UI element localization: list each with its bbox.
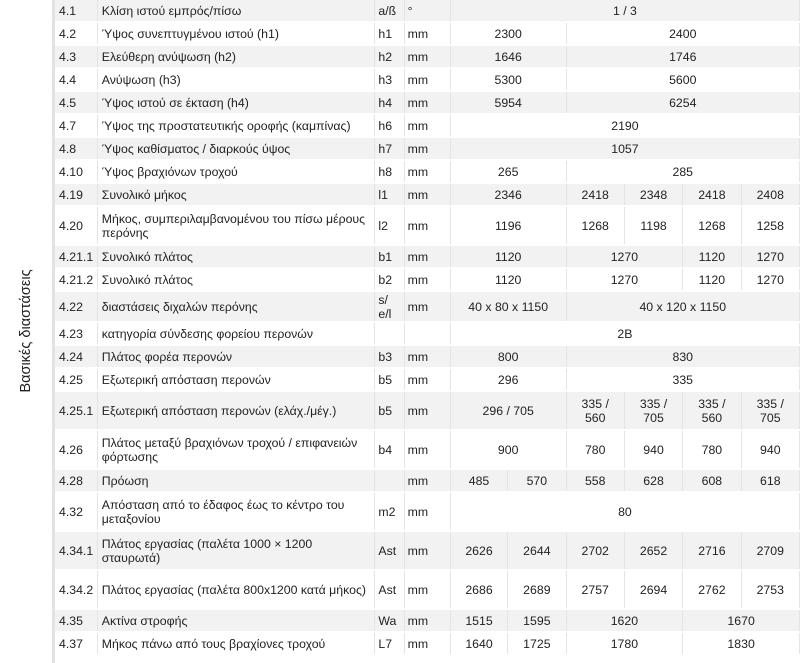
value-cell: 1120	[450, 268, 566, 291]
row-unit: mm	[404, 291, 450, 322]
table-row	[55, 368, 800, 391]
table-row	[55, 492, 800, 531]
row-unit: °	[404, 0, 450, 22]
value-cell: 2757	[566, 570, 624, 609]
value-cell: 335 / 560	[683, 391, 741, 430]
value-cell: 1120	[450, 245, 566, 268]
row-symbol: b1	[375, 245, 404, 268]
row-symbol: l2	[375, 206, 404, 245]
value-cell: 780	[683, 430, 741, 469]
row-unit: mm	[404, 268, 450, 291]
row-unit: mm	[404, 245, 450, 268]
value-cell: 1270	[566, 245, 683, 268]
value-cell: 1646	[450, 45, 566, 68]
row-symbol	[375, 469, 404, 492]
row-symbol: m2	[375, 492, 404, 531]
value-cell: 800	[450, 345, 566, 368]
value-cell: 2709	[741, 531, 799, 570]
row-label: Μήκος, συμπεριλαμβανομένου του πίσω μέρους περόνης	[97, 206, 375, 245]
row-number: 4.20	[55, 206, 97, 245]
table-row	[55, 0, 800, 22]
table-row	[55, 114, 800, 137]
table-row	[55, 531, 800, 570]
row-unit: mm	[404, 160, 450, 183]
row-symbol	[375, 322, 404, 345]
row-number: 4.10	[55, 160, 97, 183]
row-label: Πλάτος φορέα περονών	[97, 345, 375, 368]
row-label: Εξωτερική απόσταση περονών (ελάχ./μέγ.)	[97, 391, 375, 430]
value-cell: 2626	[450, 531, 507, 570]
table-row	[55, 469, 800, 492]
table-row	[55, 206, 800, 245]
row-label: Μήκος πάνω από τους βραχίονες τροχού	[97, 632, 375, 655]
row-number: 4.24	[55, 345, 97, 368]
row-unit: mm	[404, 345, 450, 368]
row-unit: mm	[404, 570, 450, 609]
row-unit: mm	[404, 391, 450, 430]
section-title: Βασικές διαστάσεις	[18, 269, 34, 393]
row-number: 4.34.1	[55, 531, 97, 570]
value-cell: 2408	[741, 183, 799, 206]
value-cell: 2686	[450, 570, 507, 609]
row-symbol: h3	[375, 68, 404, 91]
value-cell: 335 / 705	[624, 391, 682, 430]
row-number: 4.8	[55, 137, 97, 160]
row-label: Ελεύθερη ανύψωση (h2)	[97, 45, 375, 68]
row-symbol: L7	[375, 632, 404, 655]
row-unit: mm	[404, 632, 450, 655]
value-cell: 335	[566, 368, 799, 391]
table-row	[55, 391, 800, 430]
row-symbol: Wa	[375, 609, 404, 632]
row-label: Συνολικό μήκος	[97, 183, 375, 206]
value-cell: 558	[566, 469, 624, 492]
value-cell: 1120	[683, 268, 741, 291]
row-label: Πλάτος εργασίας (παλέτα 800x1200 κατά μήκος)	[97, 570, 375, 609]
row-number: 4.34.2	[55, 570, 97, 609]
table-row	[55, 22, 800, 45]
value-cell: 1640	[450, 632, 507, 655]
table-row	[55, 160, 800, 183]
row-symbol: b3	[375, 345, 404, 368]
dimensions-table	[55, 0, 800, 656]
value-cell: 1258	[741, 206, 799, 245]
value-cell: 5954	[450, 91, 566, 114]
value-cell: 618	[741, 469, 799, 492]
row-symbol: l1	[375, 183, 404, 206]
row-number: 4.21.2	[55, 268, 97, 291]
value-cell: 940	[741, 430, 799, 469]
value-cell: 2300	[450, 22, 566, 45]
value-cell: 40 x 80 x 1150	[450, 291, 566, 322]
row-label: κατηγορία σύνδεσης φορείου περονών	[97, 322, 375, 345]
value-cell: 2418	[566, 183, 624, 206]
row-number: 4.4	[55, 68, 97, 91]
row-symbol: h4	[375, 91, 404, 114]
value-cell: 1120	[683, 245, 741, 268]
row-number: 4.7	[55, 114, 97, 137]
row-unit: mm	[404, 68, 450, 91]
value-cell: 265	[450, 160, 566, 183]
row-label: Ύψος καθίσματος / διαρκούς ύψος	[97, 137, 375, 160]
value-cell: 1270	[741, 268, 799, 291]
row-number: 4.3	[55, 45, 97, 68]
row-label: Ακτίνα στροφής	[97, 609, 375, 632]
value-cell: 570	[508, 469, 566, 492]
value-cell: 608	[683, 469, 741, 492]
table-row	[55, 268, 800, 291]
row-label: Ύψος συνεπτυγμένου ιστού (h1)	[97, 22, 375, 45]
value-cell: 2753	[741, 570, 799, 609]
table-row	[55, 632, 800, 655]
row-label: Συνολικό πλάτος	[97, 245, 375, 268]
value-cell: 2418	[683, 183, 741, 206]
row-label: Ανύψωση (h3)	[97, 68, 375, 91]
row-label: Πλάτος μεταξύ βραχιόνων τροχού / επιφανειών φόρτωσης	[97, 430, 375, 469]
value-cell: 2652	[624, 531, 682, 570]
row-symbol: Ast	[375, 531, 404, 570]
row-symbol: s/ e/l	[375, 291, 404, 322]
row-number: 4.1	[55, 0, 97, 22]
value-cell: 940	[624, 430, 682, 469]
row-number: 4.23	[55, 322, 97, 345]
row-unit: mm	[404, 609, 450, 632]
row-symbol: b5	[375, 368, 404, 391]
row-unit: mm	[404, 206, 450, 245]
value-cell: 1 / 3	[450, 0, 799, 22]
value-cell: 900	[450, 430, 566, 469]
row-unit: mm	[404, 492, 450, 531]
value-cell: 1830	[683, 632, 800, 655]
value-cell: 2702	[566, 531, 624, 570]
value-cell: 1268	[683, 206, 741, 245]
row-unit: mm	[404, 469, 450, 492]
row-unit	[404, 322, 450, 345]
value-cell: 1270	[741, 245, 799, 268]
value-cell: 1515	[450, 609, 507, 632]
row-label: Πρόωση	[97, 469, 375, 492]
row-number: 4.21.1	[55, 245, 97, 268]
table-row	[55, 68, 800, 91]
row-number: 4.37	[55, 632, 97, 655]
value-cell: 628	[624, 469, 682, 492]
row-number: 4.22	[55, 291, 97, 322]
row-label: διαστάσεις διχαλών περόνης	[97, 291, 375, 322]
row-label: Ύψος της προστατευτικής οροφής (καμπίνας)	[97, 114, 375, 137]
value-cell: 40 x 120 x 1150	[566, 291, 799, 322]
value-cell: 335 / 705	[741, 391, 799, 430]
row-number: 4.26	[55, 430, 97, 469]
value-cell: 2694	[624, 570, 682, 609]
row-symbol: h6	[375, 114, 404, 137]
row-unit: mm	[404, 368, 450, 391]
value-cell: 296	[450, 368, 566, 391]
row-unit: mm	[404, 91, 450, 114]
value-cell: 2190	[450, 114, 799, 137]
table-row	[55, 137, 800, 160]
value-cell: 1270	[566, 268, 683, 291]
row-symbol: h8	[375, 160, 404, 183]
value-cell: 285	[566, 160, 799, 183]
row-symbol: b4	[375, 430, 404, 469]
value-cell: 2B	[450, 322, 799, 345]
table-row	[55, 570, 800, 609]
row-label: Εξωτερική απόσταση περονών	[97, 368, 375, 391]
row-number: 4.32	[55, 492, 97, 531]
value-cell: 2644	[508, 531, 566, 570]
value-cell: 80	[450, 492, 799, 531]
row-symbol: a/ß	[375, 0, 404, 22]
value-cell: 1268	[566, 206, 624, 245]
row-symbol: b5	[375, 391, 404, 430]
table-row	[55, 45, 800, 68]
row-label: Πλάτος εργασίας (παλέτα 1000 × 1200 σταυρωτά)	[97, 531, 375, 570]
value-cell: 2689	[508, 570, 566, 609]
row-symbol: b2	[375, 268, 404, 291]
row-symbol: Ast	[375, 570, 404, 609]
section-sidebar	[0, 0, 55, 663]
row-label: Ύψος ιστού σε έκταση (h4)	[97, 91, 375, 114]
table-row	[55, 291, 800, 322]
row-number: 4.28	[55, 469, 97, 492]
row-unit: mm	[404, 22, 450, 45]
table-row	[55, 91, 800, 114]
row-unit: mm	[404, 114, 450, 137]
value-cell: 2348	[624, 183, 682, 206]
value-cell: 1746	[566, 45, 799, 68]
value-cell: 830	[566, 345, 799, 368]
value-cell: 1595	[508, 609, 566, 632]
table-row	[55, 345, 800, 368]
value-cell: 296 / 705	[450, 391, 566, 430]
value-cell: 1620	[566, 609, 683, 632]
row-symbol: h2	[375, 45, 404, 68]
row-number: 4.5	[55, 91, 97, 114]
value-cell: 485	[450, 469, 507, 492]
row-symbol: h7	[375, 137, 404, 160]
row-label: Ύψος βραχιόνων τροχού	[97, 160, 375, 183]
row-symbol: h1	[375, 22, 404, 45]
row-unit: mm	[404, 137, 450, 160]
value-cell: 2346	[450, 183, 566, 206]
row-unit: mm	[404, 183, 450, 206]
row-number: 4.19	[55, 183, 97, 206]
table-row	[55, 322, 800, 345]
value-cell: 6254	[566, 91, 799, 114]
row-label: Κλίση ιστού εμπρός/πίσω	[97, 0, 375, 22]
row-unit: mm	[404, 45, 450, 68]
value-cell: 1725	[508, 632, 566, 655]
row-number: 4.25.1	[55, 391, 97, 430]
row-unit: mm	[404, 430, 450, 469]
value-cell: 335 / 560	[566, 391, 624, 430]
row-label: Συνολικό πλάτος	[97, 268, 375, 291]
value-cell: 1057	[450, 137, 799, 160]
table-body	[55, 0, 800, 655]
row-number: 4.2	[55, 22, 97, 45]
row-label: Απόσταση από το έδαφος έως το κέντρο του μεταξονίου	[97, 492, 375, 531]
value-cell: 1196	[450, 206, 566, 245]
value-cell: 1198	[624, 206, 682, 245]
row-number: 4.35	[55, 609, 97, 632]
value-cell: 780	[566, 430, 624, 469]
row-number: 4.25	[55, 368, 97, 391]
value-cell: 2400	[566, 22, 799, 45]
value-cell: 1670	[683, 609, 800, 632]
value-cell: 2762	[683, 570, 741, 609]
value-cell: 5600	[566, 68, 799, 91]
table-row	[55, 183, 800, 206]
value-cell: 1780	[566, 632, 683, 655]
row-unit: mm	[404, 531, 450, 570]
value-cell: 5300	[450, 68, 566, 91]
table-row	[55, 609, 800, 632]
table-row	[55, 245, 800, 268]
table-row	[55, 430, 800, 469]
value-cell: 2716	[683, 531, 741, 570]
